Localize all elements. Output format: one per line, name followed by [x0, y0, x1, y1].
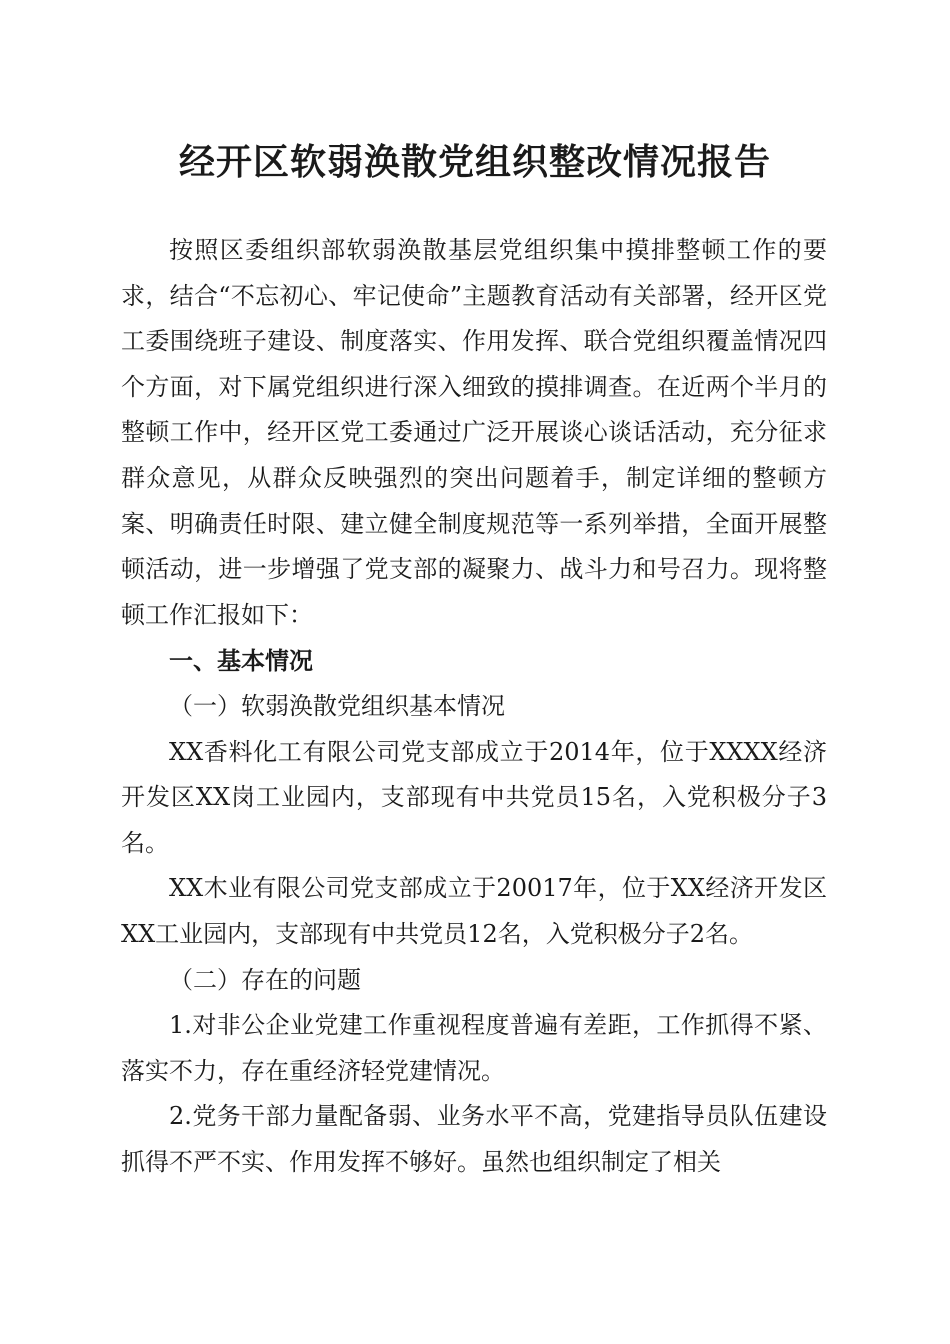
problem-item-1: 1.对非公企业党建工作重视程度普遍有差距，工作抓得不紧、落实不力，存在重经济轻党建情况。 — [121, 1011, 827, 1085]
document-title: 经开区软弱涣散党组织整改情况报告 — [178, 141, 771, 183]
paragraph-company-2: XX木业有限公司党支部成立于20017年，位于XX经济开发区XX工业园内，支部现有中共党员12名，入党积极分子2名。 — [121, 874, 827, 948]
paragraph-company-1: XX香料化工有限公司党支部成立于2014年，位于XXXX经济开发区XX岗工业园内，支部现有中共党员15名，入党积极分子3名。 — [121, 737, 827, 857]
section-heading-basic-situation: 一、基本情况 — [169, 646, 313, 676]
subsection-heading-basic-info: （一）软弱涣散党组织基本情况 — [169, 691, 505, 720]
subsection-heading-problems: （二）存在的问题 — [169, 965, 361, 994]
problem-item-2: 2.党务干部力量配备弱、业务水平不高，党建指导员队伍建设抓得不严不实、作用发挥不够好。虽然也组织制定了相关 — [121, 1102, 827, 1176]
document-body — [121, 228, 827, 1185]
intro-paragraph: 按照区委组织部软弱涣散基层党组织集中摸排整顿工作的要求，结合“不忘初心、牢记使命”主题教育活动有关部署，经开区党工委围绕班子建设、制度落实、作用发挥、联合党组织覆盖情况四个方面，对下属党组织进行深入细致的摸排调查。在近两个半月的整顿工作中，经开区党工委通过广泛开展谈心谈话活动，充分征求群众意见，从群众反映强烈的突出问题着手，制定详细的整顿方案、明确责任时限、建立健全制度规范等一系列举措，全面开展整顿活动，进一步增强了党支部的凝聚力、战斗力和号召力。现将整顿工作汇报如下： — [121, 236, 827, 629]
